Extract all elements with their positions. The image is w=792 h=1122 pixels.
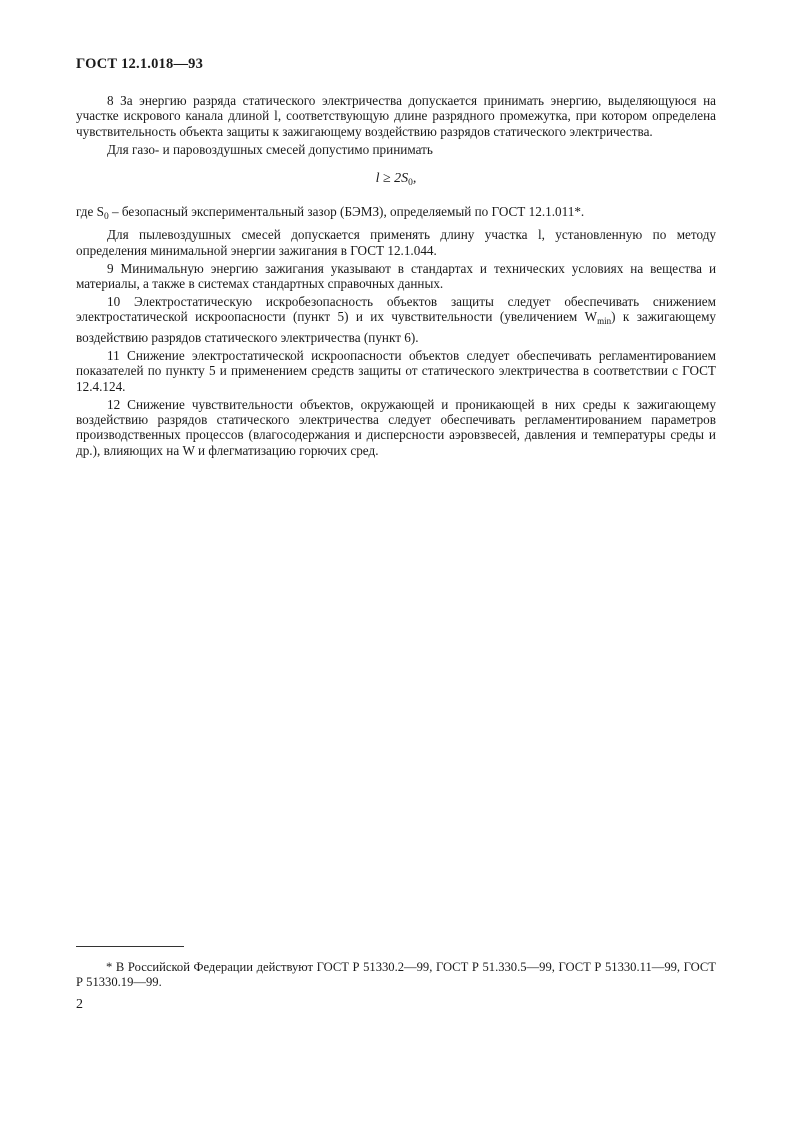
paragraph-10-part-b: ) к зажигающему воздействию разрядов статического электричества (пункт 6). [76,309,717,345]
formula-tail: , [412,171,417,187]
formula-main: l ≥ 2S [375,171,409,187]
paragraph-10-subscript: min [597,316,612,327]
paragraph-where [76,204,716,225]
paragraph-10 [76,294,716,345]
page-number: 2 [76,997,83,1012]
paragraph-gas-mixtures: Для газо- и паровоздушных смесей допустимо принимать [107,141,433,157]
paragraph-11: 11 Снижение электростатической искроопасности объектов следует обеспечивать регламентированием показателей по пункту 5 и применением средств защиты от статического электричества в соответствии с ГОСТ 12.4.124. [76,347,716,394]
paragraph-dust-mixtures: Для пылевоздушных смесей допускается применять длину участка l, установленную по методу определения минимальной энергии зажигания в ГОСТ 12.1.044. [76,227,716,258]
where-text: – безопасный экспериментальный зазор (БЭМЗ), определяемый по ГОСТ 12.1.011*. [108,203,585,219]
paragraph-12: 12 Снижение чувствительности объектов, окружающей и проникающей в них среды к зажигающему воздействию разрядов статического электричества следует обеспечивать регламентированием параметров производственных процессов (влагосодержания и дисперсности аэровзвесей, давления и температуры среды и др.), влияющих на W и флегматизацию горючих сред. [76,396,716,458]
footnote-divider [76,946,184,947]
document-header: ГОСТ 12.1.018—93 [76,56,204,72]
formula [76,171,716,191]
where-prefix: где S [76,203,104,219]
where-subscript: 0 [103,211,109,222]
paragraph-8: 8 За энергию разряда статического электричества допускается принимать энергию, выделяющуюся на участке искрового канала длиной l, соответствующую длине разрядного промежутка, при котором определена чувствительность объекта защиты к зажигающему воздействию разрядов статического электричества. [76,93,716,139]
paragraph-10-part-a: 10 Электростатическую искробезопасность объектов защиты следует обеспечивать снижением электростатической искроопасности (пункт 5) и их чувствительности (увеличением W [76,294,716,325]
document-body [76,93,716,461]
footnote: * В Российской Федерации действуют ГОСТ Р 51330.2—99, ГОСТ Р 51.330.5—99, ГОСТ Р 51330.11—99, ГОСТ Р 51330.19—99. [76,960,716,989]
paragraph-9: 9 Минимальную энергию зажигания указывают в стандартах и технических условиях на вещества и материалы, а также в системах стандартных справочных данных. [76,260,716,292]
formula-subscript: 0 [408,178,413,189]
